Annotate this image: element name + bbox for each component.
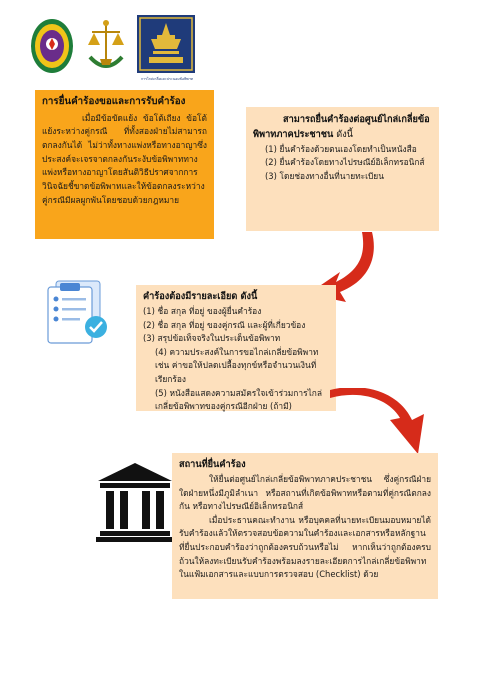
scales-emblem-logo	[84, 17, 128, 75]
channel-item: (3) โดยช่องทางอื่นที่นายทะเบียน	[265, 171, 384, 182]
channel-item: (1) ยื่นคำร้องด้วยตนเองโดยทำเป็นหนังสือ	[265, 143, 417, 154]
intro-title: การยื่นคำร้องขอและการรับคำร้อง	[42, 96, 186, 107]
place-paragraph: ให้ยื่นต่อศูนย์ไกล่เกลี่ยข้อพิพาทภาคประชาชน ซึ่งคู่กรณีฝ่ายใดฝ่ายหนึ่งมีภูมิลำเนา หรือสถานที่เกิดข้อพิพาทหรือตามที่คู่กรณีตกลงกัน หรือทางไปรษณีย์อิเล็กทรอนิกส์	[179, 473, 431, 512]
crest-caption: การไกล่เกลี่ยและประนอมข้อพิพาท	[141, 77, 193, 81]
document-checklist-icon	[44, 275, 116, 345]
detail-item: (5) หนังสือแสดงความสมัครใจเข้าร่วมการไกล่เกลี่ยข้อพิพาทของคู่กรณีอีกฝ่าย (ถ้ามี)	[155, 387, 322, 412]
channel-item: (2) ยื่นคำร้องโดยทางไปรษณีย์อิเล็กทรอนิกส์	[265, 157, 425, 168]
detail-item: (3) สรุปข้อเท็จจริงในประเด็นข้อพิพาท	[143, 333, 281, 344]
channels-title-main: สามารถยื่นคำร้องต่อศูนย์ไกล่เกลี่ยข้อพิพาทภาคประชาชน	[253, 114, 430, 140]
detail-item: (4) ความประสงค์ในการขอไกล่เกลี่ยข้อพิพาท เช่น ค่าขอให้ปลดเปลื้องทุกข์หรือจำนวนเงินที่เรียกร้อง	[155, 346, 319, 384]
intro-box	[35, 90, 214, 239]
filing-channels-box	[246, 107, 439, 231]
intro-body: เมื่อมีข้อขัดแย้ง ข้อโต้เถียง ข้อโต้แย้งระหว่างคู่กรณี ที่ทั้งสองฝ่ายไม่สามารถตกลงกันได้ ไม่ว่าทั้งทางแพ่งหรือทางอาญาซึ่งประสงค์จะเจรจาตกลงกันระงับข้อพิพาททางแพ่งหรือทางอาญาโดยสันติวิธีปราศจากการวินิจฉัยชี้ขาดข้อพิพาทและให้ข้อตกลงระหว่างคู่กรณีมีผลผูกพันโดยชอบด้วยกฎหมาย	[42, 112, 207, 205]
place-paragraph: เมื่อประธานคณะทำงาน หรือบุคคลที่นายทะเบียนมอบหมายได้รับคำร้องแล้วให้ตรวจสอบข้อความในคำร้องและเอกสารหรือหลักฐานที่ยื่นประกอบคำร้องว่าถูกต้องครบถ้วนหรือไม่ หากเห็นว่าถูกต้องครบถ้วนให้ลงทะเบียนรับคำร้องพร้อมลงรายละเอียดการไกล่เกลี่ยข้อพิพาทในแฟ้มเอกสารและแบบการตรวจสอบ (Checklist) ด้วย	[179, 514, 431, 580]
channels-title-suffix: ดังนี้	[333, 128, 353, 140]
channels-title	[253, 113, 432, 143]
filing-location-box	[172, 453, 438, 599]
university-seal-logo	[30, 17, 74, 75]
courthouse-icon	[96, 459, 174, 543]
requirements-box	[136, 285, 336, 411]
details-title: คำร้องต้องมีรายละเอียด ดังนี้	[143, 291, 258, 302]
royal-crest-logo	[137, 15, 195, 77]
place-title: สถานที่ยื่นคำร้อง	[179, 459, 246, 470]
curved-arrow-icon	[330, 388, 426, 460]
detail-item: (1) ชื่อ สกุล ที่อยู่ ของผู้ยื่นคำร้อง	[143, 305, 262, 316]
detail-item: (2) ชื่อ สกุล ที่อยู่ ของคู่กรณี และผู้ที่เกี่ยวข้อง	[143, 319, 306, 330]
